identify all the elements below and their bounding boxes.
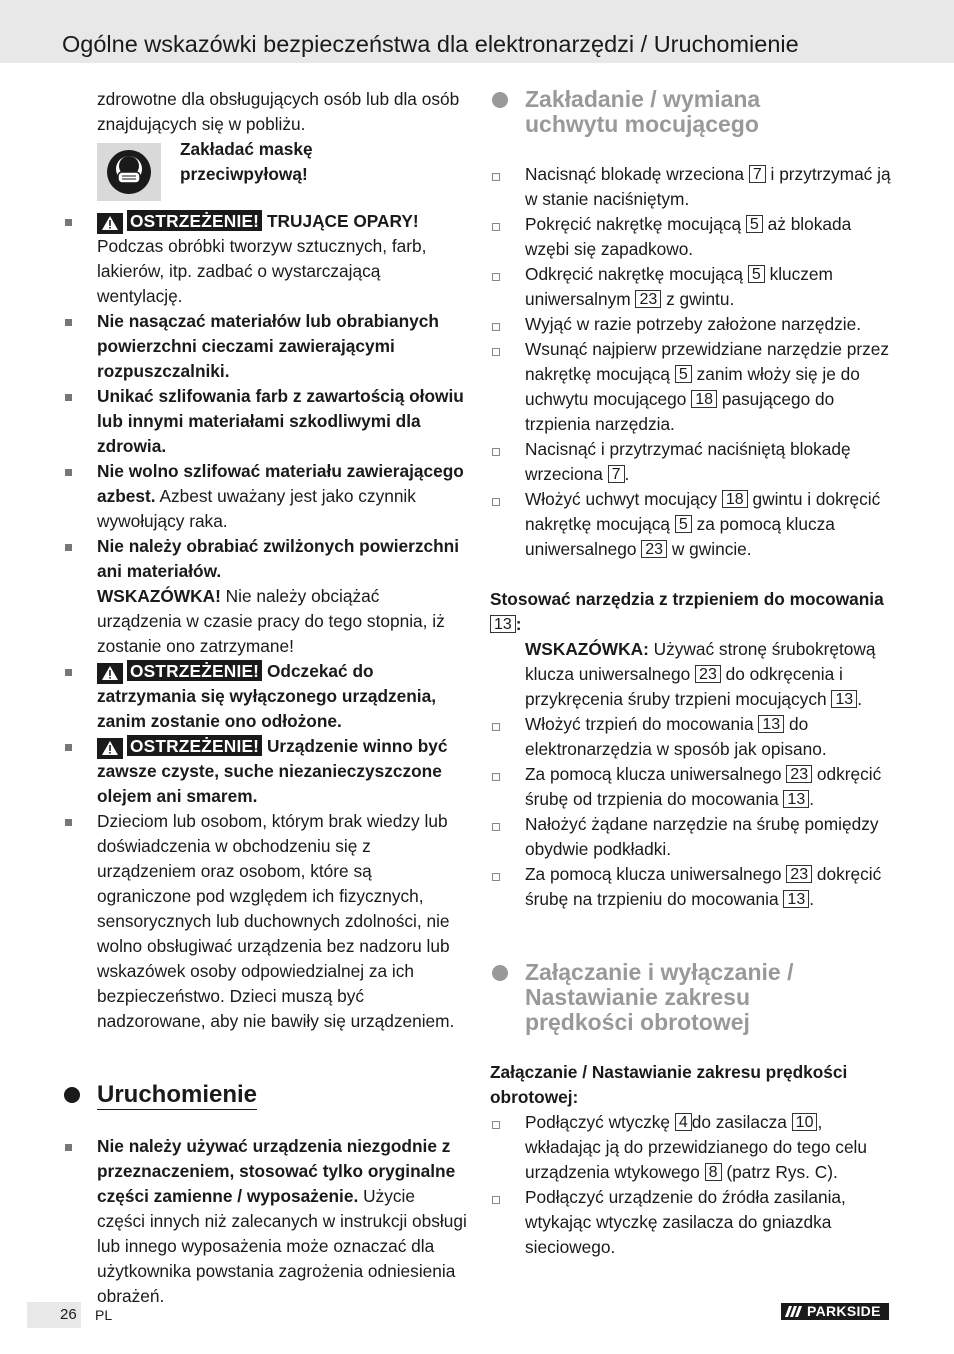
warning-triangle-icon (97, 663, 123, 684)
warning-triangle-icon (97, 738, 123, 759)
list-item: Za pomocą klucza uniwersalnego 23 dokręcić śrubę na trzpieniu do mocowania 13 . (490, 862, 895, 912)
list-item: Podłączyć wtyczkę 4 do zasilacza 10 , wkładając ją do przewidzianego do tego celu urządzenia wtykowego 8 (patrz Rys. C). (490, 1110, 895, 1185)
logo-stripes-icon (781, 1303, 803, 1320)
list-item: Włożyć uchwyt mocujący 18 gwintu i dokręcić nakrętkę mocującą 5 za pomocą klucza uniwersalnego 23 w gwincie. (490, 487, 895, 562)
warning-label: OSTRZEŻENIE! (127, 660, 262, 681)
subheading-switching: Załączanie / Nastawianie zakresu prędkości obrotowej: (490, 1062, 848, 1107)
ref-number: 7 (749, 165, 766, 183)
language-code: PL (95, 1307, 113, 1323)
parkside-logo: PARKSIDE (781, 1303, 889, 1320)
list-item: Nie nasączać materiałów lub obrabianych powierzchni cieczami zawierającymi rozpuszczalniki. (62, 309, 467, 384)
list-item: Nacisnąć blokadę wrzeciona 7 i przytrzymać ją w stanie naciśniętym. (490, 162, 895, 212)
list-item: Nie wolno szlifować materiału zawierającego azbest. Azbest uważany jest jako czynnik wywołujący raka. (62, 459, 467, 534)
list-item: Nacisnąć i przytrzymać naciśniętą blokadę wrzeciona 7 . (490, 437, 895, 487)
ref-number: 7 (608, 465, 625, 483)
list-item: Za pomocą klucza uniwersalnego 23 odkręcić śrubę od trzpienia do mocowania 13 . (490, 762, 895, 812)
dust-mask-notice (62, 137, 467, 199)
ref-number: 23 (695, 665, 721, 683)
ref-number: 5 (748, 265, 765, 283)
section-heading-uruchomienie: Uruchomienie (62, 1082, 467, 1107)
dust-mask-text: Zakładać maskę przeciwpyłową! (180, 139, 313, 184)
section-heading-chuck: Zakładanie / wymiana uchwytu mocującego (490, 87, 895, 137)
ref-number: 13 (490, 615, 516, 633)
ref-number: 23 (635, 290, 661, 308)
page-title: Ogólne wskazówki bezpieczeństwa dla elektronarzędzi / Uruchomienie (62, 31, 799, 57)
list-item: Wyjąć w razie potrzeby założone narzędzie. (490, 312, 895, 337)
page-number-box (27, 1302, 81, 1328)
ref-number: 13 (831, 690, 857, 708)
ref-number: 13 (758, 715, 784, 733)
page-number: 26 (60, 1306, 77, 1323)
ref-number: 13 (783, 890, 809, 908)
list-item: Dzieciom lub osobom, którym brak wiedzy lub doświadczenia w obchodzeniu się z urządzeniem oraz osobom, które są ograniczone pod względem ich fizycznych, sensorycznych lub duchownych zdolności, nie wolno obsługiwać urządzenia bez nadzoru lub wskazówek osoby odpowiedzialnej za ich bezpieczeństwo. Dzieci muszą być nadzorowane, aby nie bawiły się urządzeniem. (62, 809, 467, 1034)
ref-number: 8 (705, 1163, 722, 1181)
list-item: Włożyć trzpień do mocowania 13 do elektronarzędzia w sposób jak opisano. (490, 712, 895, 762)
list-item: Odkręcić nakrętkę mocującą 5 kluczem uniwersalnym 23 z gwintu. (490, 262, 895, 312)
ref-number: 18 (691, 390, 717, 408)
warning-triangle-icon (97, 213, 123, 234)
section-heading-switching: Załączanie i wyłączanie / Nastawianie zakresu prędkości obrotowej (490, 960, 895, 1035)
ref-number: 5 (746, 215, 763, 233)
ref-number: 4 (675, 1113, 692, 1131)
ref-number: 13 (783, 790, 809, 808)
list-item: OSTRZEŻENIE! Odczekać do zatrzymania się wyłączonego urządzenia, zanim zostanie ono odłożone. (62, 659, 467, 734)
list-item: Nałożyć żądane narzędzie na śrubę pomiędzy obydwie podkładki. (490, 812, 895, 862)
page-header (0, 0, 954, 63)
intro-text: zdrowotne dla obsługujących osób lub dla osób znajdujących się w pobliżu. (97, 89, 460, 134)
ref-number: 23 (786, 765, 812, 783)
ref-number: 10 (792, 1113, 818, 1131)
list-item: Nie należy obrabiać zwilżonych powierzchni ani materiałów. WSKAZÓWKA! Nie należy obciążać urządzenia w czasie pracy do tego stopnia, iż zostanie ono zatrzymane! (62, 534, 467, 659)
ref-number: 23 (641, 540, 667, 558)
ref-number: 5 (675, 365, 692, 383)
subheading-shank-tools: Stosować narzędzia z trzpieniem do mocowania 13 : (490, 589, 884, 634)
list-item: Podłączyć urządzenie do źródła zasilania, wtykając wtyczkę zasilacza do gniazdka sieciowego. (490, 1185, 895, 1260)
ref-number: 18 (722, 490, 748, 508)
ref-number: 5 (675, 515, 692, 533)
list-item: Unikać szlifowania farb z zawartością ołowiu lub innymi materiałami szkodliwymi dla zdrowia. (62, 384, 467, 459)
ref-number: 23 (786, 865, 812, 883)
note-text: WSKAZÓWKA: Używać stronę śrubokrętową klucza uniwersalnego 23 do odkręcenia i przykręcenia śruby trzpieni mocujących 13 . (525, 639, 876, 709)
warning-label: OSTRZEŻENIE! (127, 210, 262, 231)
list-item: OSTRZEŻENIE! TRUJĄCE OPARY! Podczas obróbki tworzyw sztucznych, farb, lakierów, itp. zadbać o wystarczającą wentylację. (62, 209, 467, 309)
list-item: Wsunąć najpierw przewidziane narzędzie przez nakrętkę mocującą 5 zanim włoży się je do uchwytu mocującego 18 pasującego do trzpienia narzędzia. (490, 337, 895, 437)
list-item: OSTRZEŻENIE! Urządzenie winno być zawsze czyste, suche niezanieczyszczone olejem ani smarem. (62, 734, 467, 809)
list-item: Pokręcić nakrętkę mocującą 5 aż blokada wzębi się zapadkowo. (490, 212, 895, 262)
warning-label: OSTRZEŻENIE! (127, 735, 262, 756)
list-item: Nie należy używać urządzenia niezgodnie z przeznaczeniem, stosować tylko oryginalne części zamienne / wyposażenie. Użycie części innych niż zalecanych w instrukcji obsługi lub innego wyposażenia może oznaczać dla użytkownika powstania zagrożenia odniesienia obrażeń. (62, 1134, 467, 1309)
right-column (490, 87, 895, 1260)
dust-mask-icon (97, 143, 161, 201)
left-column (62, 87, 467, 1309)
